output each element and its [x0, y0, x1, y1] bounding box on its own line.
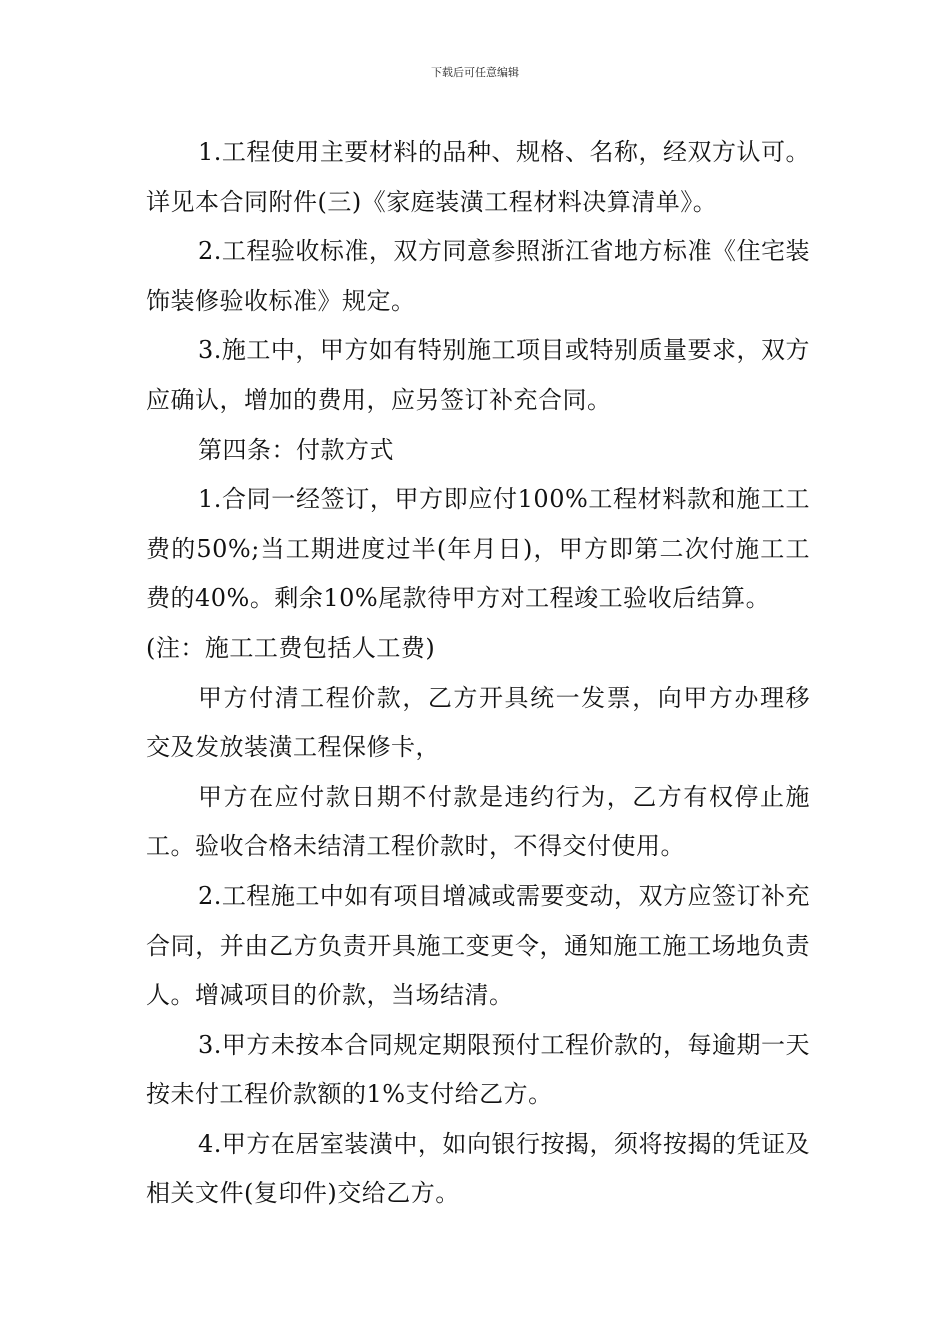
- clause-late-payment-paragraph: 3.甲方未按本合同规定期限预付工程价款的，每逾期一天按未付工程价款额的1%支付给乙方。: [146, 1030, 810, 1109]
- page-header: 下载后可任意编辑: [431, 66, 519, 79]
- clause-materials-paragraph: 1.工程使用主要材料的品种、规格、名称，经双方认可。详见本合同附件(三)《家庭装潢工程材料决算清单》。: [146, 138, 810, 216]
- section-heading-payment: 第四条：付款方式: [198, 435, 394, 464]
- clause-payment-schedule-paragraph: 1.合同一经签订，甲方即应付100%工程材料款和施工工费的50%;当工期进度过半(年月日)，甲方即第二次付施工工费的40%。剩余10%尾款待甲方对工程竣工验收后结算。: [146, 485, 810, 613]
- clause-special-requirements-paragraph: 3.施工中，甲方如有特别施工项目或特别质量要求，双方应确认，增加的费用，应另签订补充合同。: [146, 336, 810, 414]
- document-body: [146, 128, 810, 1219]
- clause-acceptance-standard-paragraph: 2.工程验收标准，双方同意参照浙江省地方标准《住宅装饰装修验收标准》规定。: [146, 237, 810, 315]
- clause-default-paragraph: 甲方在应付款日期不付款是违约行为，乙方有权停止施工。验收合格未结清工程价款时，不得交付使用。: [146, 782, 810, 861]
- clause-mortgage-paragraph: 4.甲方在居室装潢中，如向银行按揭，须将按揭的凭证及相关文件(复印件)交给乙方。: [146, 1129, 810, 1208]
- clause-changes-paragraph: 2.工程施工中如有项目增减或需要变动，双方应签订补充合同，并由乙方负责开具施工变更令，通知施工施工场地负责人。增减项目的价款，当场结清。: [146, 881, 810, 1010]
- clause-invoice-paragraph: 甲方付清工程价款，乙方开具统一发票，向甲方办理移交及发放装潢工程保修卡，: [146, 683, 810, 762]
- payment-note-paragraph: (注：施工工费包括人工费): [146, 633, 436, 662]
